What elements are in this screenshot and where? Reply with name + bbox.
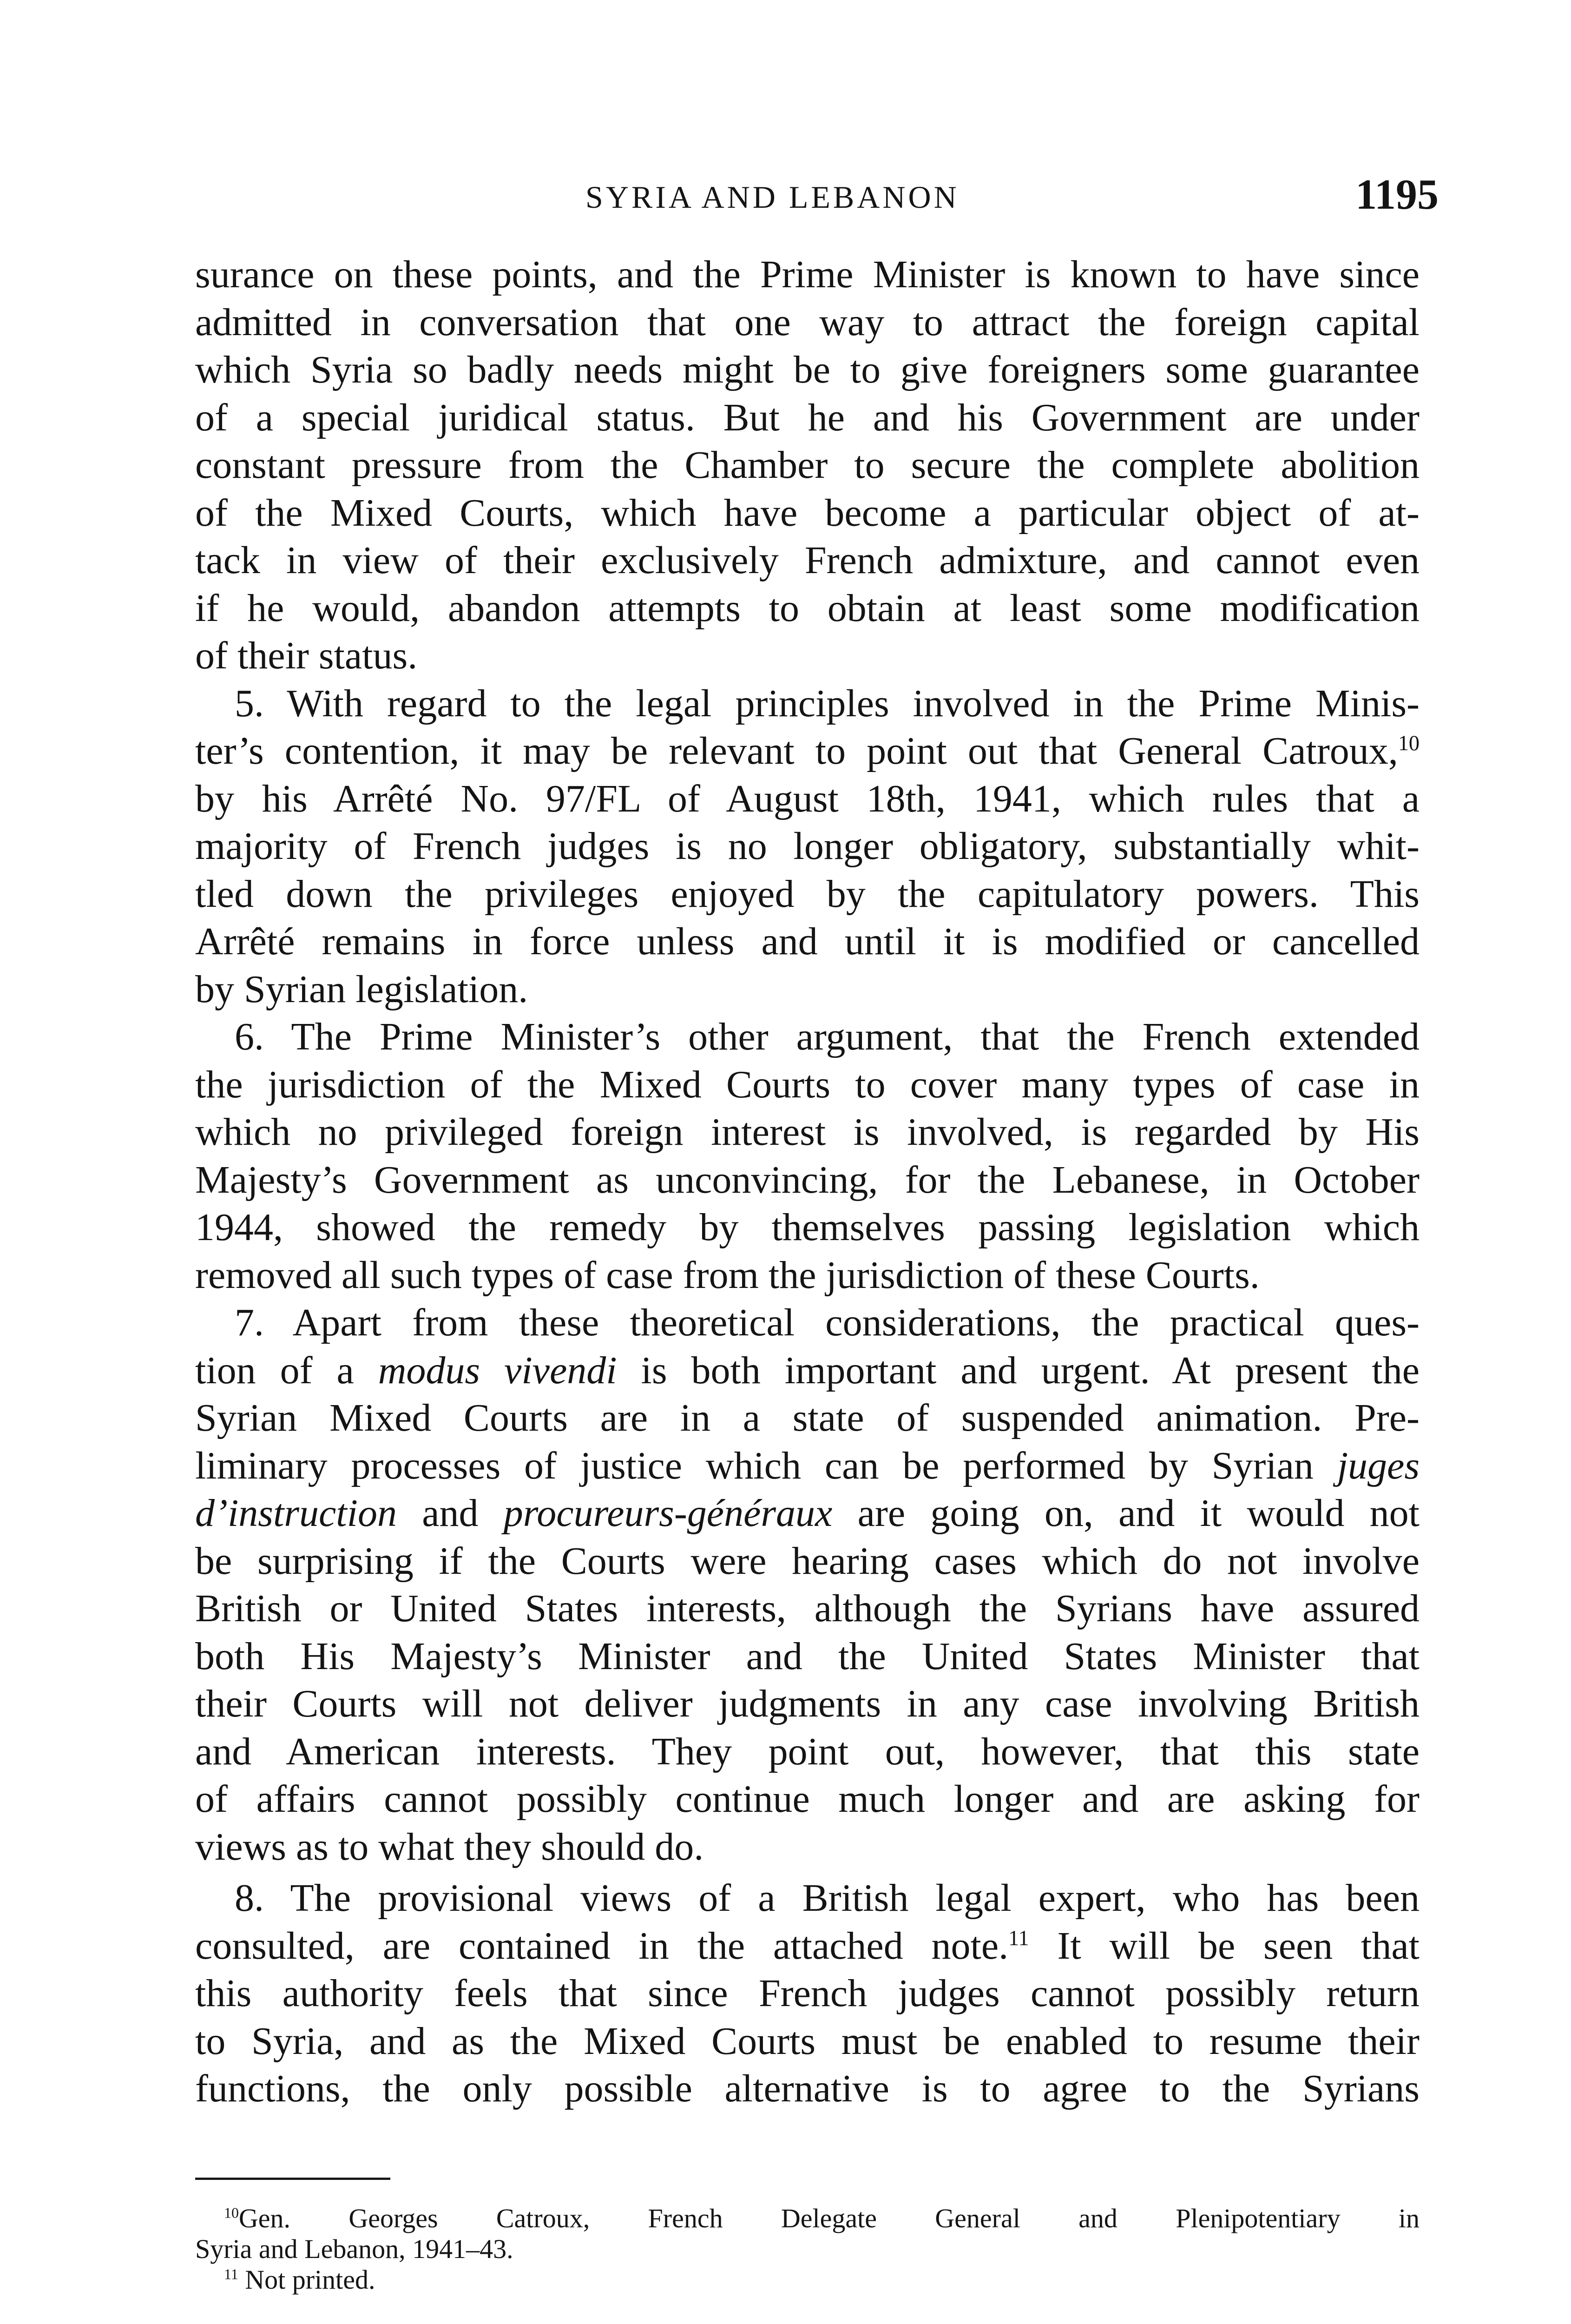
text-line: tack in view of their exclusively French admixture, and cannot even bbox=[195, 539, 1420, 582]
text-line: of the Mixed Courts, which have become a particular object of at- bbox=[195, 491, 1420, 535]
paragraph-5-start: 5. With regard to the legal principles involved in the Prime Minis- bbox=[235, 681, 1420, 725]
paragraph-gap bbox=[195, 1871, 1420, 1875]
footnote-text: Not printed. bbox=[245, 2265, 375, 2295]
footnote-11 bbox=[195, 2265, 1420, 2295]
text-line: by Syrian legislation. bbox=[195, 967, 528, 1011]
text-line: this authority feels that since French judges cannot possibly return bbox=[195, 1972, 1420, 2015]
text-line: their Courts will not deliver judgments in any case involving British bbox=[195, 1682, 1420, 1725]
footnote-number: 10 bbox=[224, 2205, 239, 2221]
text-line: surance on these points, and the Prime Minister is known to have since bbox=[195, 253, 1420, 296]
text-line: by his Arrêté No. 97/FL of August 18th, 1941, which rules that a bbox=[195, 777, 1420, 820]
text-line bbox=[195, 1922, 1420, 1970]
italic-term: juges bbox=[1337, 1444, 1420, 1487]
page-number: 1195 bbox=[1355, 171, 1439, 218]
paragraph-6-start: 6. The Prime Minister’s other argument, that the French extended bbox=[235, 1015, 1420, 1058]
text-segment: and bbox=[422, 1492, 479, 1535]
text-line: which Syria so badly needs might be to give foreigners some guarantee bbox=[195, 348, 1420, 391]
footnote-10 bbox=[195, 2203, 1420, 2234]
footnotes bbox=[195, 2203, 1420, 2295]
italic-term: d’instruction bbox=[195, 1492, 397, 1535]
text-segment: tion of a bbox=[195, 1348, 354, 1392]
text-segment: liminary processes of justice which can be performed by Syrian bbox=[195, 1444, 1314, 1487]
italic-term: modus vivendi bbox=[378, 1348, 617, 1392]
text-line: functions, the only possible alternative is to agree to the Syrians bbox=[195, 2067, 1420, 2110]
text-line: admitted in conversation that one way to attract the foreign capital bbox=[195, 300, 1420, 344]
italic-term: procureurs-généraux bbox=[503, 1492, 833, 1535]
text-line bbox=[195, 727, 1420, 775]
text-line: views as to what they should do. bbox=[195, 1825, 704, 1868]
text-segment: It will be seen that bbox=[1057, 1924, 1420, 1967]
text-line: and American interests. They point out, however, that this state bbox=[195, 1730, 1420, 1773]
text-line: both His Majesty’s Minister and the United States Minister that bbox=[195, 1634, 1420, 1678]
text-line: if he would, abandon attempts to obtain at least some modification bbox=[195, 586, 1420, 630]
footnote-marker: 10 bbox=[1398, 731, 1420, 755]
paragraph-7-start: 7. Apart from these theoretical considerations, the practical ques- bbox=[235, 1301, 1420, 1344]
text-line: Syrian Mixed Courts are in a state of suspended animation. Pre- bbox=[195, 1396, 1420, 1439]
text-line: constant pressure from the Chamber to secure the complete abolition bbox=[195, 443, 1420, 487]
footnote-text: Gen. Georges Catroux, French Delegate General and Plenipotentiary in bbox=[238, 2203, 1420, 2233]
text-segment: consulted, are contained in the attached note. bbox=[195, 1924, 1009, 1967]
text-line: British or United States interests, although the Syrians have assured bbox=[195, 1587, 1420, 1630]
body-text bbox=[195, 251, 1420, 2113]
footnote-number: 11 bbox=[224, 2266, 238, 2283]
text-line: which no privileged foreign interest is involved, is regarded by His bbox=[195, 1110, 1420, 1154]
text-line: to Syria, and as the Mixed Courts must be enabled to resume their bbox=[195, 2019, 1420, 2063]
text-line: 1944, showed the remedy by themselves passing legislation which bbox=[195, 1206, 1420, 1249]
footnote-10-continued: Syria and Lebanon, 1941–43. bbox=[195, 2234, 513, 2264]
footnote-marker: 11 bbox=[1008, 1926, 1029, 1950]
text-segment: is both important and urgent. At present the bbox=[641, 1348, 1420, 1392]
text-line: Majesty’s Government as unconvincing, for the Lebanese, in October bbox=[195, 1158, 1420, 1202]
running-title: SYRIA AND LEBANON bbox=[585, 179, 960, 215]
text-line: of a special juridical status. But he and his Government are under bbox=[195, 396, 1420, 439]
text-line: of their status. bbox=[195, 634, 418, 677]
text-line: Arrêté remains in force unless and until it is modified or cancelled bbox=[195, 920, 1420, 963]
text-line: the jurisdiction of the Mixed Courts to cover many types of case in bbox=[195, 1063, 1420, 1106]
text-segment: ter’s contention, it may be relevant to point out that General Catroux, bbox=[195, 729, 1398, 772]
text-line: tled down the privileges enjoyed by the capitulatory powers. This bbox=[195, 872, 1420, 916]
text-line: removed all such types of case from the jurisdiction of these Courts. bbox=[195, 1253, 1260, 1297]
text-line bbox=[195, 1442, 1420, 1490]
text-line: of affairs cannot possibly continue much longer and are asking for bbox=[195, 1777, 1420, 1821]
paragraph-8-start: 8. The provisional views of a British legal expert, who has been bbox=[235, 1876, 1420, 1920]
text-line bbox=[195, 1347, 1420, 1395]
text-line: majority of French judges is no longer obligatory, substantially whit- bbox=[195, 825, 1420, 868]
text-line bbox=[195, 1490, 1420, 1538]
footnote-divider bbox=[195, 2178, 390, 2180]
text-segment: are going on, and it would not bbox=[857, 1492, 1420, 1535]
text-line: be surprising if the Courts were hearing cases which do not involve bbox=[195, 1539, 1420, 1583]
